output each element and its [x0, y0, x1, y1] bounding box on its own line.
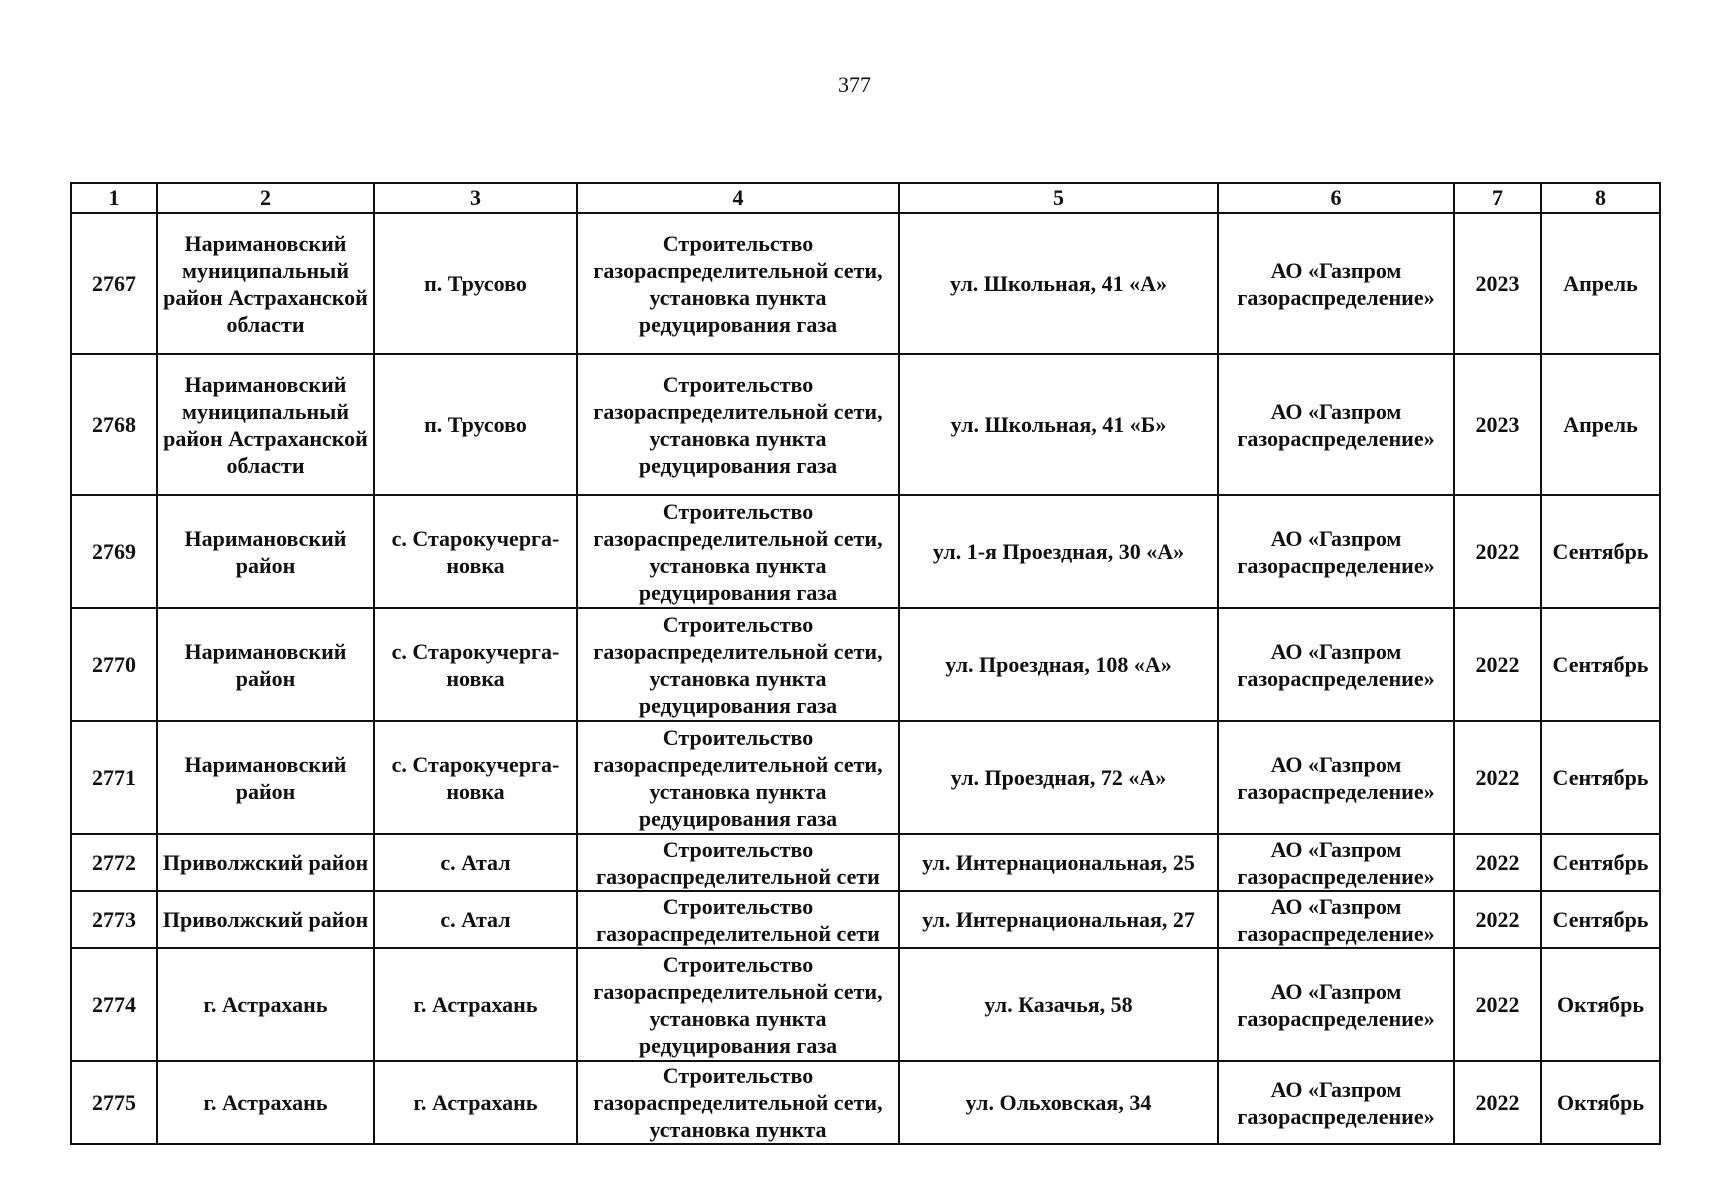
table-row — [71, 1061, 1660, 1144]
organization-cell: АО «Газпром газораспределение» — [1218, 721, 1454, 834]
work-cell: Строительство газораспределительной сети, установка пункта редуцирования газа — [577, 495, 899, 608]
row-number: 2768 — [71, 354, 157, 495]
table-row — [71, 948, 1660, 1061]
work-cell: Строительство газораспределительной сети — [577, 891, 899, 948]
address-cell: ул. Интернациональная, 27 — [899, 891, 1218, 948]
table-body — [71, 213, 1660, 1144]
settlement-cell: с. Атал — [374, 834, 577, 891]
header-col-8: 8 — [1541, 183, 1660, 213]
header-col-1: 1 — [71, 183, 157, 213]
work-cell: Строительство газораспределительной сети — [577, 834, 899, 891]
header-col-7: 7 — [1454, 183, 1541, 213]
organization-cell: АО «Газпром газораспределение» — [1218, 495, 1454, 608]
table-header — [71, 183, 1660, 213]
month-cell: Сентябрь — [1541, 891, 1660, 948]
header-col-5: 5 — [899, 183, 1218, 213]
month-cell: Сентябрь — [1541, 834, 1660, 891]
row-number: 2774 — [71, 948, 157, 1061]
district-cell: Приволжский район — [157, 834, 374, 891]
header-col-4: 4 — [577, 183, 899, 213]
year-cell: 2022 — [1454, 721, 1541, 834]
row-number: 2770 — [71, 608, 157, 721]
table-row — [71, 354, 1660, 495]
address-cell: ул. Проездная, 72 «А» — [899, 721, 1218, 834]
district-cell: Наримановский район — [157, 608, 374, 721]
month-cell: Октябрь — [1541, 1061, 1660, 1144]
row-number: 2771 — [71, 721, 157, 834]
settlement-cell: с. Старокучерга-новка — [374, 495, 577, 608]
header-col-6: 6 — [1218, 183, 1454, 213]
organization-cell: АО «Газпром газораспределение» — [1218, 834, 1454, 891]
year-cell: 2022 — [1454, 891, 1541, 948]
address-cell: ул. Проездная, 108 «А» — [899, 608, 1218, 721]
settlement-cell: г. Астрахань — [374, 1061, 577, 1144]
organization-cell: АО «Газпром газораспределение» — [1218, 608, 1454, 721]
work-cell: Строительство газораспределительной сети, установка пункта редуцирования газа — [577, 608, 899, 721]
table-row — [71, 608, 1660, 721]
organization-cell: АО «Газпром газораспределение» — [1218, 213, 1454, 354]
table-row — [71, 495, 1660, 608]
page-number: 377 — [838, 72, 871, 97]
district-cell: г. Астрахань — [157, 948, 374, 1061]
header-row — [71, 183, 1660, 213]
header-col-2: 2 — [157, 183, 374, 213]
year-cell: 2022 — [1454, 495, 1541, 608]
table-row — [71, 891, 1660, 948]
address-cell: ул. Казачья, 58 — [899, 948, 1218, 1061]
table-row — [71, 721, 1660, 834]
work-cell: Строительство газораспределительной сети, установка пункта редуцирования газа — [577, 213, 899, 354]
district-cell: Наримановский район — [157, 495, 374, 608]
row-number: 2769 — [71, 495, 157, 608]
district-cell: Наримановский муниципальный район Астраханской области — [157, 354, 374, 495]
row-number: 2773 — [71, 891, 157, 948]
month-cell: Сентябрь — [1541, 608, 1660, 721]
address-cell: ул. Интернациональная, 25 — [899, 834, 1218, 891]
organization-cell: АО «Газпром газораспределение» — [1218, 948, 1454, 1061]
month-cell: Октябрь — [1541, 948, 1660, 1061]
work-cell: Строительство газораспределительной сети, установка пункта редуцирования газа — [577, 721, 899, 834]
month-cell: Сентябрь — [1541, 721, 1660, 834]
settlement-cell: с. Старокучерга-новка — [374, 721, 577, 834]
row-number: 2772 — [71, 834, 157, 891]
year-cell: 2022 — [1454, 1061, 1541, 1144]
month-cell: Апрель — [1541, 213, 1660, 354]
year-cell: 2023 — [1454, 213, 1541, 354]
organization-cell: АО «Газпром газораспределение» — [1218, 354, 1454, 495]
settlement-cell: с. Старокучерга-новка — [374, 608, 577, 721]
settlement-cell: п. Трусово — [374, 354, 577, 495]
header-col-3: 3 — [374, 183, 577, 213]
settlement-cell: п. Трусово — [374, 213, 577, 354]
table-row — [71, 213, 1660, 354]
address-cell: ул. Ольховская, 34 — [899, 1061, 1218, 1144]
district-cell: Наримановский район — [157, 721, 374, 834]
table-row — [71, 834, 1660, 891]
settlement-cell: г. Астрахань — [374, 948, 577, 1061]
settlement-cell: с. Атал — [374, 891, 577, 948]
row-number: 2775 — [71, 1061, 157, 1144]
year-cell: 2022 — [1454, 834, 1541, 891]
work-cell: Строительство газораспределительной сети, установка пункта — [577, 1061, 899, 1144]
work-cell: Строительство газораспределительной сети, установка пункта редуцирования газа — [577, 354, 899, 495]
work-cell: Строительство газораспределительной сети, установка пункта редуцирования газа — [577, 948, 899, 1061]
address-cell: ул. Школьная, 41 «А» — [899, 213, 1218, 354]
month-cell: Апрель — [1541, 354, 1660, 495]
district-cell: г. Астрахань — [157, 1061, 374, 1144]
year-cell: 2022 — [1454, 948, 1541, 1061]
address-cell: ул. 1-я Проездная, 30 «А» — [899, 495, 1218, 608]
organization-cell: АО «Газпром газораспределение» — [1218, 1061, 1454, 1144]
year-cell: 2022 — [1454, 608, 1541, 721]
organization-cell: АО «Газпром газораспределение» — [1218, 891, 1454, 948]
year-cell: 2023 — [1454, 354, 1541, 495]
district-cell: Наримановский муниципальный район Астраханской области — [157, 213, 374, 354]
district-cell: Приволжский район — [157, 891, 374, 948]
row-number: 2767 — [71, 213, 157, 354]
month-cell: Сентябрь — [1541, 495, 1660, 608]
gasification-table — [70, 182, 1661, 1145]
address-cell: ул. Школьная, 41 «Б» — [899, 354, 1218, 495]
